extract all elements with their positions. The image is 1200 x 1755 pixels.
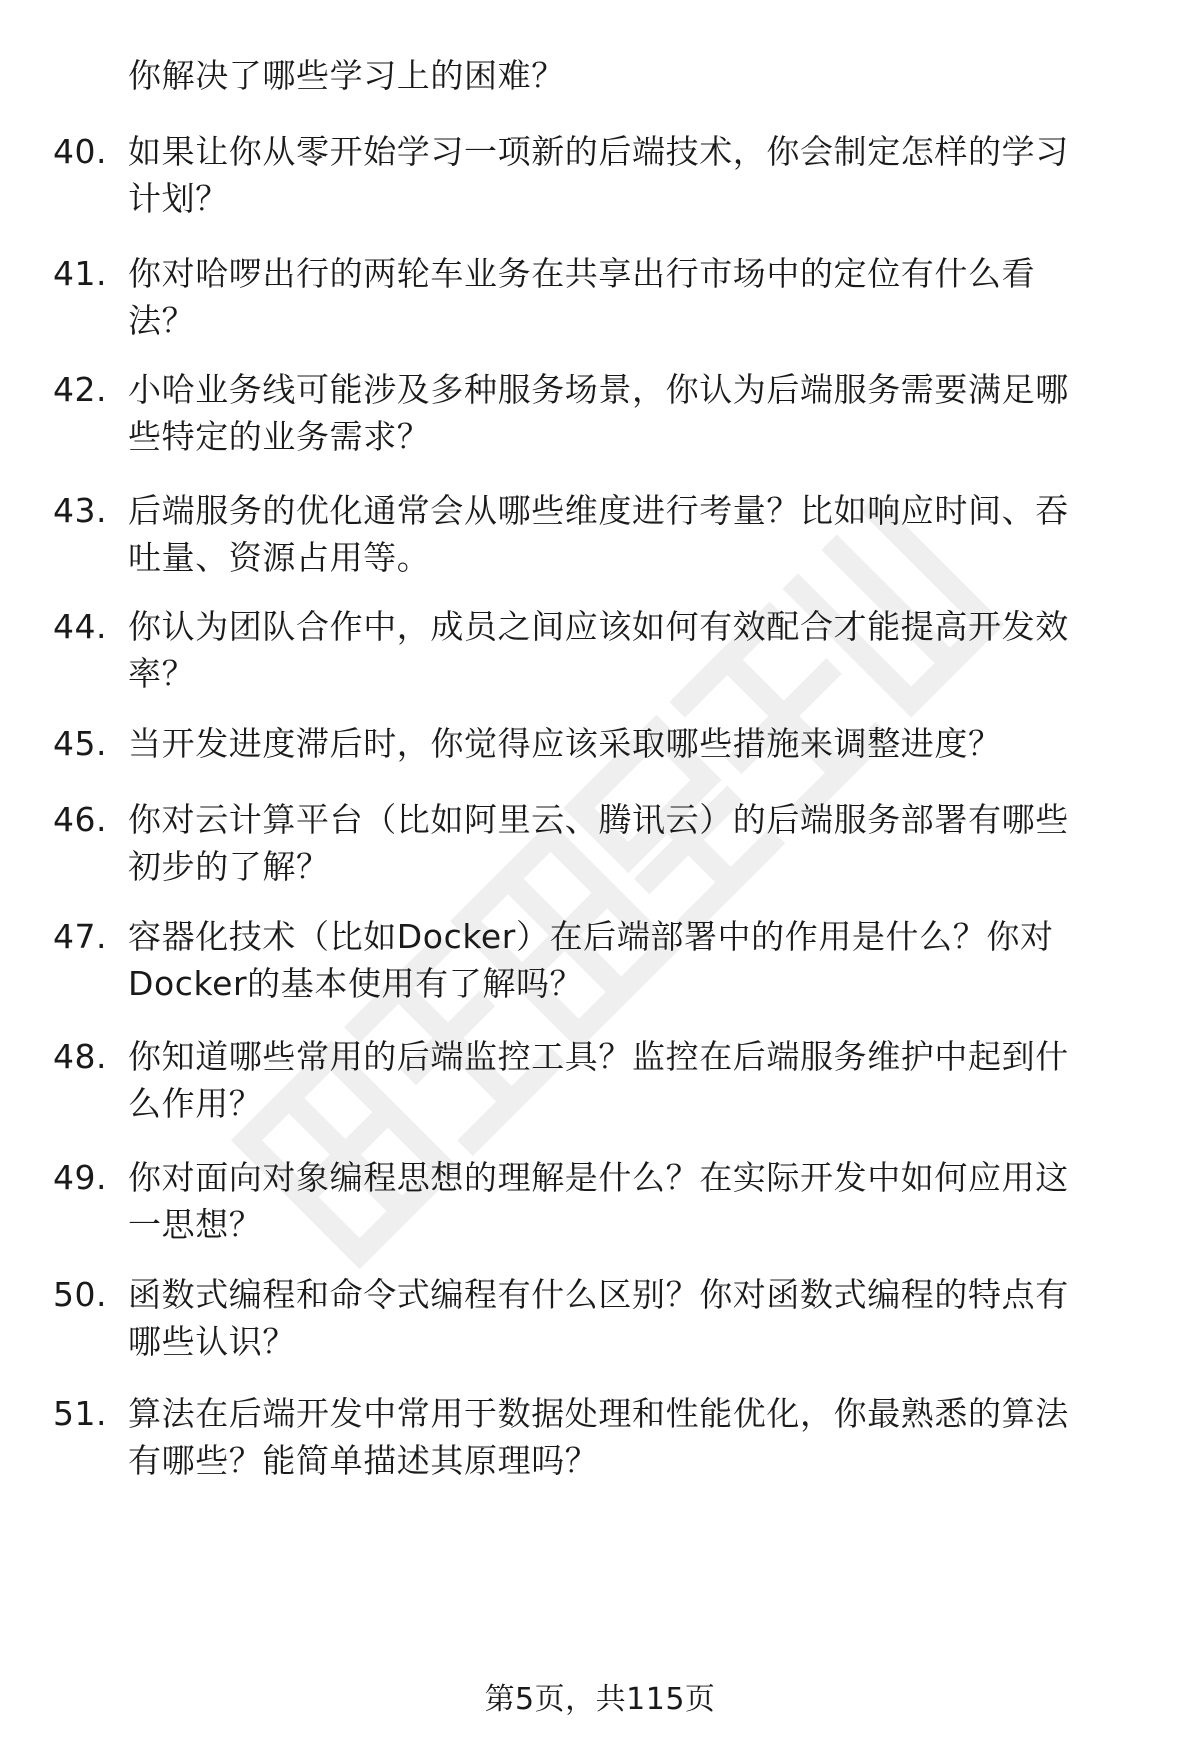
page-footer: 第5页，共115页 <box>484 1682 716 1717</box>
question-number: 46. <box>53 800 107 839</box>
question-text: 容器化技术（比如Docker）在后端部署中的作用是什么？你对 Docker的基本使用有了解吗？ <box>128 917 1054 1003</box>
question-text: 后端服务的优化通常会从哪些维度进行考量？比如响应时间、吞 吐量、资源占用等。 <box>128 491 1069 577</box>
question-number: 40. <box>53 132 107 171</box>
question-text: 当开发进度滞后时，你觉得应该采取哪些措施来调整进度？ <box>128 724 1002 763</box>
question-number: 48. <box>53 1037 107 1076</box>
question-number: 43. <box>53 491 107 530</box>
continuation-text: 你解决了哪些学习上的困难？ <box>128 56 565 95</box>
question-text: 算法在后端开发中常用于数据处理和性能优化，你最熟悉的算法 有哪些？能简单描述其原理吗？ <box>128 1394 1069 1480</box>
question-number: 51. <box>53 1394 107 1433</box>
question-number: 47. <box>53 917 107 956</box>
question-text: 如果让你从零开始学习一项新的后端技术，你会制定怎样的学习 计划？ <box>128 132 1069 218</box>
question-number: 50. <box>53 1275 107 1314</box>
question-number: 49. <box>53 1158 107 1197</box>
question-number: 42. <box>53 370 107 409</box>
question-text: 你对哈啰出行的两轮车业务在共享出行市场中的定位有什么看 法？ <box>128 254 1036 340</box>
question-text: 函数式编程和命令式编程有什么区别？你对函数式编程的特点有 哪些认识？ <box>128 1275 1069 1361</box>
question-number: 44. <box>53 607 107 646</box>
question-number: 45. <box>53 724 107 763</box>
question-text: 你对面向对象编程思想的理解是什么？在实际开发中如何应用这 一思想？ <box>128 1158 1069 1244</box>
question-text: 你对云计算平台（比如阿里云、腾讯云）的后端服务部署有哪些 初步的了解？ <box>128 800 1069 886</box>
question-number: 41. <box>53 254 107 293</box>
question-text: 你认为团队合作中，成员之间应该如何有效配合才能提高开发效 率？ <box>128 607 1069 693</box>
question-text: 你知道哪些常用的后端监控工具？监控在后端服务维护中起到什 么作用？ <box>128 1037 1069 1123</box>
question-text: 小哈业务线可能涉及多种服务场景，你认为后端服务需要满足哪 些特定的业务需求？ <box>128 370 1069 456</box>
